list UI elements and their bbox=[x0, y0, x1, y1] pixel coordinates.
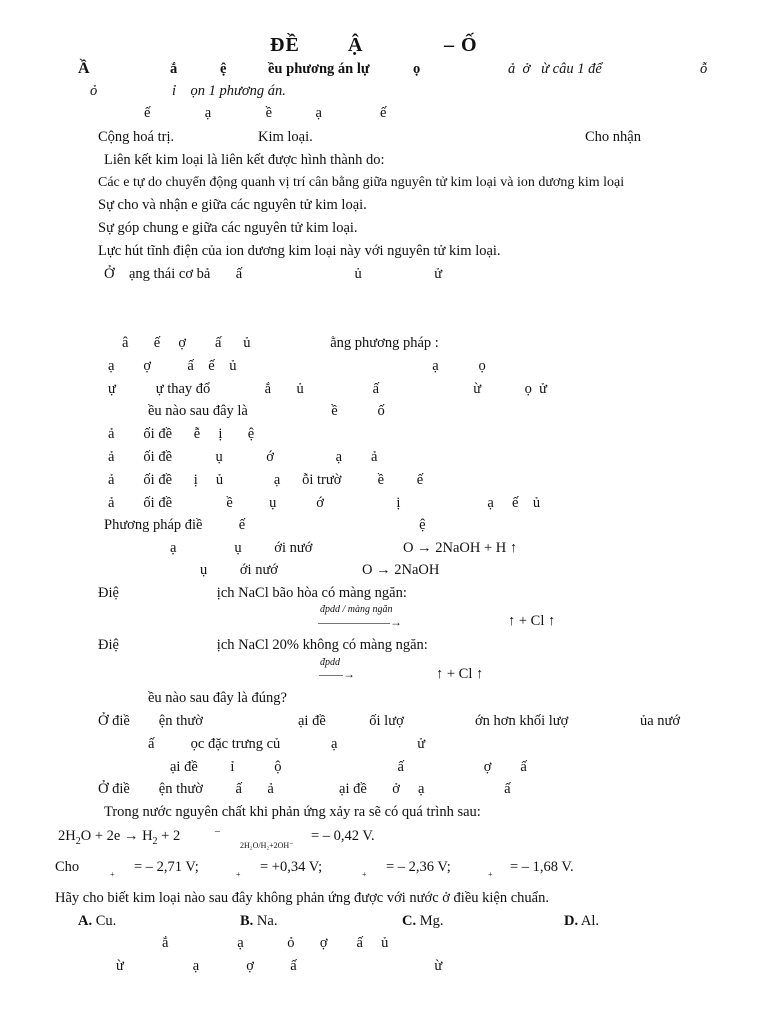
instruction-part-1: Ầ bbox=[78, 60, 90, 77]
q8-eq-mid: O + 2e → H bbox=[80, 828, 153, 844]
q8-option-b bbox=[240, 912, 277, 930]
q6-option-c-left: Điệ ịch NaCl bão hòa có màng ngăn: bbox=[98, 585, 407, 601]
instruction-part-6: ả ở ừ câu 1 để bbox=[508, 61, 602, 77]
q7-option-d: Ở điề ện thườ ấ ả ại đề ở ạ ấ bbox=[98, 781, 511, 797]
q2-stem: Liên kết kim loại là liên kết được hình thành do: bbox=[104, 152, 385, 168]
q4-line-1: ạ ợ ấ ế ủ ạ ọ bbox=[108, 358, 486, 374]
q8-given-label: Cho bbox=[55, 859, 80, 875]
q8-plus-3: + bbox=[362, 870, 367, 879]
q6-option-b-left: ụ ới nướ bbox=[200, 562, 278, 578]
q4-line-2: ự ự thay đổ ắ ủ ấ ừ ọ ử bbox=[108, 381, 548, 397]
q8-option-b-text: Na. bbox=[253, 913, 278, 929]
q8-eq-sub-2: 2 bbox=[152, 835, 158, 847]
q2-option-a: Các e tự do chuyển động quanh vị trí cân bằng giữa nguyên tử kim loại và ion dương kim loại bbox=[98, 175, 625, 190]
title-part-1: ĐỀ bbox=[270, 34, 300, 56]
q3-stem: Ở ạng thái cơ bả ấ ủ ử bbox=[104, 266, 443, 282]
q5-option-d: ả ối đề ề ụ ớ ị ạ ế ủ bbox=[108, 495, 541, 511]
q8-value-4: = – 1,68 V. bbox=[510, 859, 574, 875]
q8-plus-2: + bbox=[236, 870, 241, 879]
instruction-part-4: ều phương án lự bbox=[268, 61, 370, 77]
q7-option-a-part-2: ại đề ối lượ bbox=[298, 713, 404, 729]
q7-stem: ều nào sau đây là đúng? bbox=[148, 690, 287, 706]
q8-option-a-text: Cu. bbox=[92, 913, 117, 929]
q8-eq-value: = – 0,42 V. bbox=[311, 828, 375, 844]
q8-option-c-key: C. bbox=[402, 913, 417, 929]
title-part-3: – Ố bbox=[444, 34, 478, 56]
q8-option-b-key: B. bbox=[240, 913, 254, 929]
question-1-stem: ế ạ ề ạ ế bbox=[144, 105, 387, 121]
q7-option-b: ấ ọc đặc trưng củ ạ ử bbox=[148, 736, 426, 752]
instruction-part-5: ọ bbox=[413, 61, 421, 77]
q8-value-2: = +0,34 V; bbox=[260, 859, 323, 875]
q9-line-1: ừ ạ ợ ấ ừ bbox=[116, 958, 443, 974]
q1-option-c: Cho nhận bbox=[585, 129, 641, 145]
title-part-2: Ậ bbox=[348, 34, 364, 56]
q4-stem: â ế ợ ấ ủ ằng phương pháp : bbox=[122, 335, 439, 351]
q5-stem: ều nào sau đây là ề ố bbox=[148, 403, 385, 419]
q5-option-a: ả ối đề ễ ị ệ bbox=[108, 426, 255, 442]
q6-option-d-right: ↑ + Cl ↑ bbox=[436, 666, 484, 682]
instruction-part-3: ệ bbox=[220, 61, 227, 77]
q8-eq-sub-1: 2 bbox=[75, 835, 81, 847]
q6-option-a-right: O → 2NaOH + H ↑ bbox=[403, 540, 518, 556]
q8-option-c bbox=[402, 912, 444, 930]
q6-option-d-left: Điệ ịch NaCl 20% không có màng ngăn: bbox=[98, 637, 428, 653]
q8-eq-left: 2H bbox=[58, 828, 76, 844]
q6-option-c-arrow-label: đpdd / màng ngăn bbox=[320, 604, 393, 615]
q6-stem: Phương pháp điề ế ệ bbox=[104, 517, 426, 533]
q2-option-c: Sự góp chung e giữa các nguyên tử kim loại. bbox=[98, 220, 358, 236]
q6-option-d-arrow: ——→ bbox=[319, 667, 355, 681]
q8-option-d-key: D. bbox=[564, 913, 579, 929]
q8-option-a-key: A. bbox=[78, 913, 93, 929]
q8-stem: Trong nước nguyên chất khi phản ứng xảy ra sẽ có quá trình sau: bbox=[104, 804, 481, 820]
instruction-line2-part-1: ỏ bbox=[90, 83, 98, 99]
q7-option-a-part-1: Ở điề ện thườ bbox=[98, 713, 203, 729]
q8-eq-small-label: 2H₂O/H₂+2OH⁻ bbox=[240, 841, 294, 850]
q7-option-a-part-3: ớn hơn khối lượ bbox=[475, 713, 569, 729]
q6-option-c-arrow: ——————→ bbox=[318, 615, 402, 629]
instruction-part-2: ắ bbox=[170, 61, 178, 77]
q6-option-d-arrow-label: đpdd bbox=[320, 657, 340, 668]
q8-equation bbox=[58, 827, 180, 851]
q8-eq-minus: – bbox=[215, 826, 220, 837]
q8-option-d bbox=[564, 912, 599, 930]
q5-option-b: ả ối đề ụ ớ ạ ả bbox=[108, 449, 378, 465]
q5-option-c: ả ối đề ị ủ ạ ỗi trườ ề ế bbox=[108, 472, 424, 488]
q8-option-d-text: Al. bbox=[578, 913, 600, 929]
q2-option-b: Sự cho và nhận e giữa các nguyên tử kim loại. bbox=[98, 197, 367, 213]
q1-option-a: Cộng hoá trị. bbox=[98, 129, 175, 145]
q1-option-b: Kim loại. bbox=[258, 129, 313, 145]
q8-plus-1: + bbox=[110, 870, 115, 879]
q8-eq-plus: + 2 bbox=[157, 828, 181, 844]
q8-plus-4: + bbox=[488, 870, 493, 879]
instruction-line2-part-2: ỉ ọn 1 phương án. bbox=[172, 83, 286, 99]
q7-option-a-part-4: ủa nướ bbox=[640, 713, 681, 729]
q9-stem: ắ ạ ỏ ợ ấ ủ bbox=[162, 935, 389, 951]
q7-option-c: ại đề ỉ ộ ấ ợ ấ bbox=[170, 759, 527, 775]
q2-option-d: Lực hút tĩnh điện của ion dương kim loại này với nguyên tử kim loại. bbox=[98, 243, 501, 259]
q6-option-b-right: O → 2NaOH bbox=[362, 562, 440, 578]
q6-option-a-left: ạ ụ ới nướ bbox=[170, 540, 313, 556]
q6-option-c-right: ↑ + Cl ↑ bbox=[508, 613, 556, 629]
q8-value-1: = – 2,71 V; bbox=[134, 859, 199, 875]
q8-option-a bbox=[78, 912, 116, 930]
q8-question: Hãy cho biết kim loại nào sau đây không phản ứng được với nước ở điều kiện chuẩn. bbox=[55, 890, 549, 906]
q8-option-c-text: Mg. bbox=[416, 913, 444, 929]
instruction-part-7: ỗ bbox=[700, 61, 708, 77]
q8-value-3: = – 2,36 V; bbox=[386, 859, 451, 875]
